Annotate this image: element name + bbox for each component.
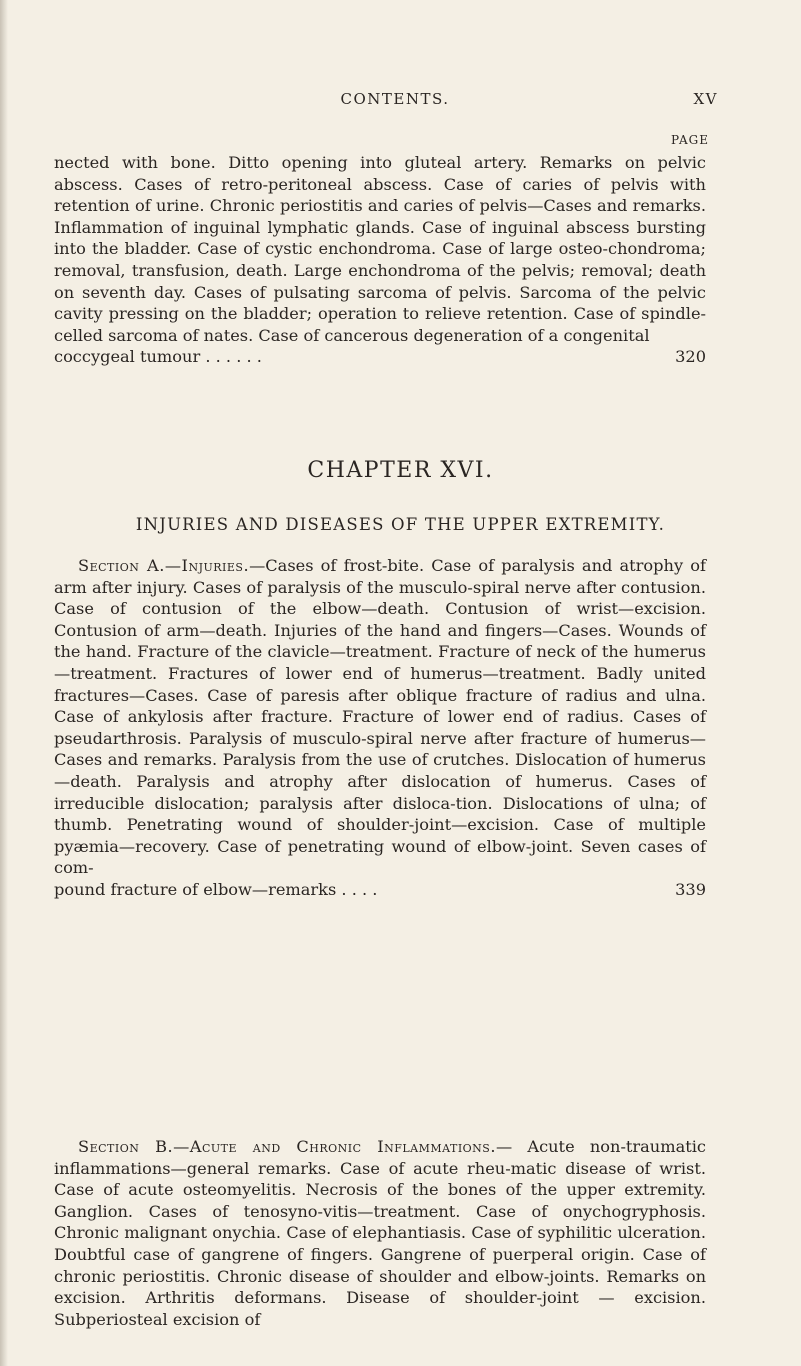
section-last-line-text: pound fracture of elbow—remarks . . . . [54, 879, 378, 899]
page-folio: XV [693, 90, 718, 108]
section-last-line [54, 879, 706, 901]
page-reference: 339 [669, 879, 706, 901]
page-column-label: PAGE [671, 133, 709, 147]
continued-entry-last-line [54, 346, 706, 368]
chapter-title: CHAPTER XVI. [307, 458, 494, 483]
section-heading: Section B.—Acute and Chronic Inflammations. [78, 1137, 496, 1156]
continued-entry [54, 152, 706, 368]
continued-entry-last-line-text: coccygeal tumour . . . . . . [54, 347, 262, 367]
page-reference: 320 [669, 346, 706, 368]
section-entry [54, 1136, 706, 1330]
continued-entry-text: nected with bone. Ditto opening into gluteal artery. Remarks on pelvic abscess. Cases of retro-peritoneal abscess. Case of caries of pelvis with retention of urine. Chronic periostitis and caries of pelvis—Cases and remarks. Inflammation of inguinal lymphatic glands. Case of inguinal abscess bursting into the bladder. Case of cystic enchondroma. Case of large osteo-chondroma; removal, transfusion, death. Large enchondroma of the pelvis; removal; death on seventh day. Cases of pulsating sarcoma of pelvis. Sarcoma of the pelvic cavity pressing on the bladder; operation to relieve retention. Case of spindle-celled sarcoma of nates. Case of cancerous degeneration of a congenital [54, 153, 706, 345]
running-head-title: CONTENTS. [340, 90, 450, 108]
chapter-subtitle: INJURIES AND DISEASES OF THE UPPER EXTREMITY. [135, 515, 666, 534]
section-heading: Section A.—Injuries. [78, 556, 250, 575]
section-text: — Acute non-traumatic inflammations—general remarks. Case of acute rheu-matic disease of wrist. Case of acute osteomyelitis. Necrosis of the bones of the upper extremity. Ganglion. Cases of tenosyno-vitis—treatment. Case of onychogryphosis. Chronic malignant onychia. Case of elephantiasis. Case of syphilitic ulceration. Doubtful case of gangrene of fingers. Gangrene of puerperal origin. Case of chronic periostitis. Chronic disease of shoulder and elbow-joints. Remarks on excision. Arthritis deformans. Disease of shoulder-joint — excision. Subperiosteal excision of [54, 1137, 706, 1329]
page-gutter-shadow [0, 0, 8, 1366]
section-text: —Cases of frost-bite. Case of paralysis and atrophy of arm after injury. Cases of paralysis of the musculo-spiral nerve after contusion. Case of contusion of the elbow—death. Contusion of wrist—excision. Contusion of arm—death. Injuries of the hand and fingers—Cases. Wounds of the hand. Fracture of the clavicle—treatment. Fracture of neck of the humerus—treatment. Fractures of lower end of humerus—treatment. Badly united fractures—Cases. Case of paresis after oblique fracture of radius and ulna. Case of ankylosis after fracture. Fracture of lower end of radius. Cases of pseudarthrosis. Paralysis of musculo-spiral nerve after fracture of humerus—Cases and remarks. Paralysis from the use of crutches. Dislocation of humerus—death. Paralysis and atrophy after dislocation of humerus. Cases of irreducible dislocation; paralysis after disloca-tion. Dislocations of ulna; of thumb. Penetrating wound of shoulder-joint—excision. Case of multiple pyæmia—recovery. Case of penetrating wound of elbow-joint. Seven cases of com- [54, 556, 706, 878]
section-entry [54, 555, 706, 901]
